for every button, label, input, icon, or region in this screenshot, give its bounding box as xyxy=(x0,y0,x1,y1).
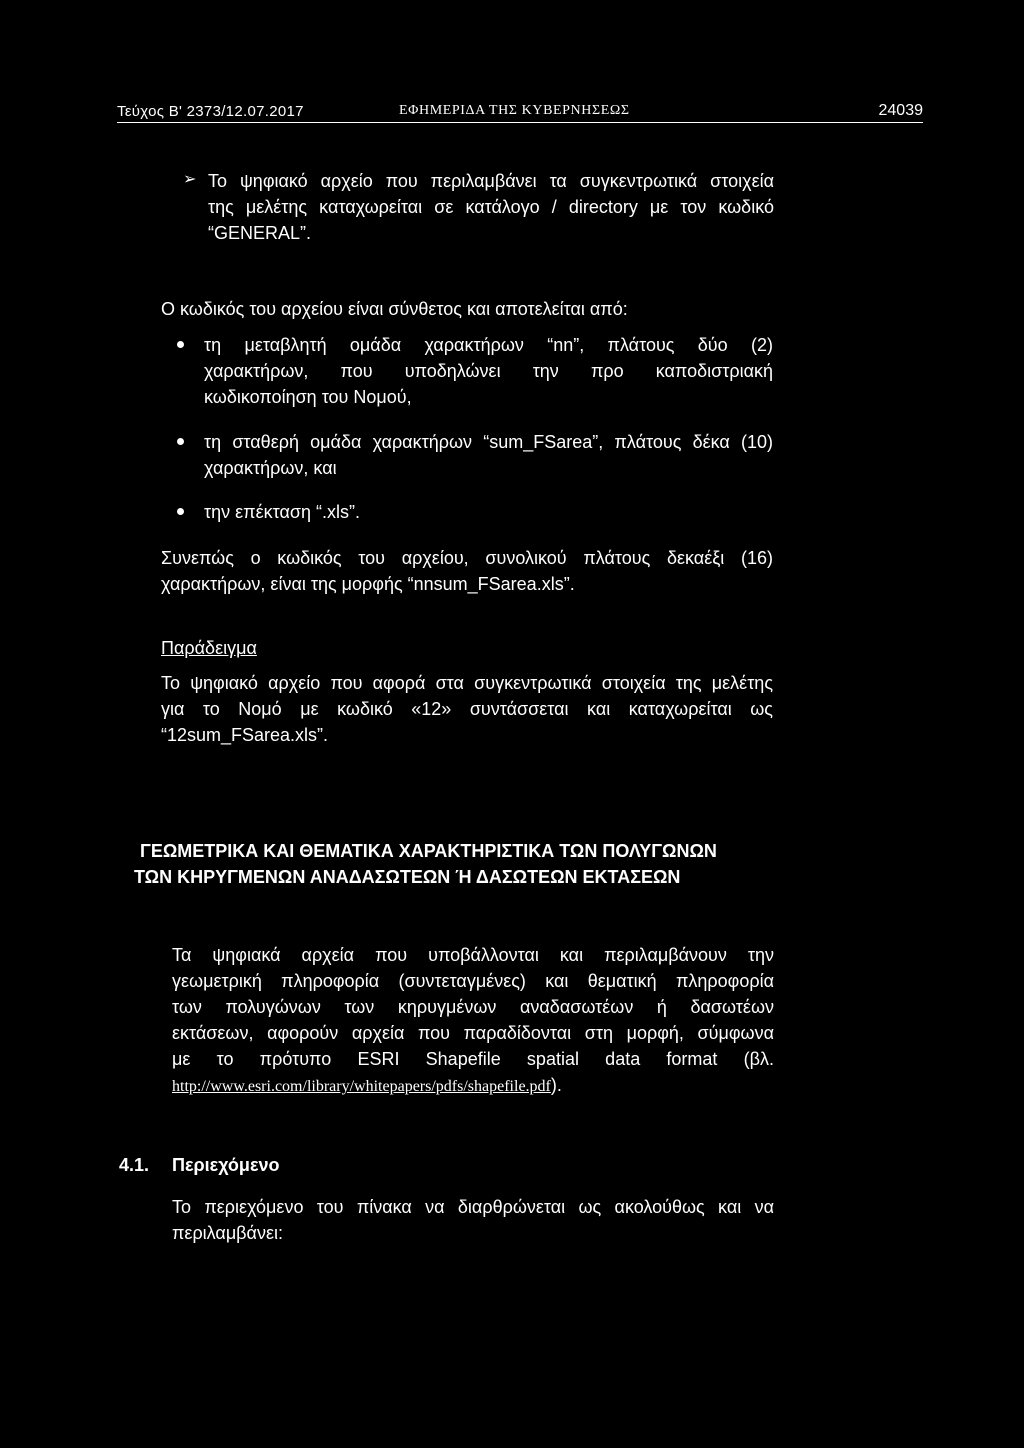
text-line: Τα ψηφιακά αρχεία που υποβάλλονται και περιλαμβάνουν την xyxy=(172,945,774,965)
text-line: χαρακτήρων, είναι της μορφής “nnsum_FSarea.xls”. xyxy=(161,574,575,594)
text-line: γεωμετρική πληροφορία (συντεταγμένες) και θεματική πληροφορία xyxy=(172,971,774,991)
heading-line: ΓΕΩΜΕΤΡΙΚΑ ΚΑΙ ΘΕΜΑΤΙΚΑ ΧΑΡΑΚΤΗΡΙΣΤΙΚΑ ΤΩΝ ΠΟΛΥΓΩΝΩΝ xyxy=(140,841,717,861)
page-number: 24039 xyxy=(878,102,923,119)
shapefile-paragraph xyxy=(172,942,774,1100)
arrow-item-text xyxy=(208,168,774,246)
heading-line: ΤΩΝ ΚΗΡΥΓΜΕΝΩΝ ΑΝΑΔΑΣΩΤΕΩΝ Ή ΔΑΣΩΤΕΩΝ ΕΚΤΑΣΕΩΝ xyxy=(134,867,681,887)
text-line: των πολυγώνων των κηρυγμένων αναδασωτέων ή δασωτέων xyxy=(172,997,774,1017)
subsection-title: Περιεχόμενο xyxy=(172,1155,280,1175)
text-line: με το πρότυπο ESRI Shapefile spatial data format (βλ. xyxy=(172,1049,774,1069)
shapefile-link[interactable]: http://www.esri.com/library/whitepapers/pdfs/shapefile.pdf xyxy=(172,1078,551,1095)
text-line: χαρακτήρων, που υποδηλώνει την προ καποδιστριακή xyxy=(204,361,773,381)
link-tail: ). xyxy=(550,1075,562,1095)
arrow-bullet-icon: ➢ xyxy=(183,171,197,188)
text-line: τη σταθερή ομάδα χαρακτήρων “sum_FSarea”, πλάτους δέκα (10) xyxy=(204,432,773,452)
issue-reference: Τεύχος Β' 2373/12.07.2017 xyxy=(117,103,304,120)
text-line: Το περιεχόμενο του πίνακα να διαρθρώνεται ως ακολούθως και να xyxy=(172,1197,774,1217)
example-title: Παράδειγμα xyxy=(161,638,257,658)
text-line: τη μεταβλητή ομάδα χαρακτήρων “nn”, πλάτους δύο (2) xyxy=(204,335,773,355)
text-line: Συνεπώς ο κωδικός του αρχείου, συνολικού πλάτους δεκαέξι (16) xyxy=(161,548,773,568)
text-line: κωδικοποίηση του Νομού, xyxy=(204,387,412,407)
bullet-icon xyxy=(177,341,184,348)
text-line: εκτάσεων, αφορούν αρχεία που παραδίδονται στη μορφή, σύμφωνα xyxy=(172,1023,774,1043)
header-divider xyxy=(117,122,923,123)
code-intro: Ο κωδικός του αρχείου είναι σύνθετος και αποτελείται από: xyxy=(161,299,628,319)
text-line: περιλαμβάνει: xyxy=(172,1223,283,1243)
bullet-item xyxy=(204,429,773,481)
bullet-item xyxy=(204,499,360,525)
text-line xyxy=(172,1072,774,1100)
example-paragraph xyxy=(161,670,773,748)
content-paragraph xyxy=(172,1194,774,1246)
text-line: “GENERAL”. xyxy=(208,223,312,243)
bullet-item xyxy=(204,332,773,410)
bullet-icon xyxy=(177,438,184,445)
section-heading xyxy=(134,838,774,890)
text-line: Το ψηφιακό αρχείο που αφορά στα συγκεντρωτικά στοιχεία της μελέτης xyxy=(161,673,773,693)
text-line: για το Νομό με κωδικό «12» συντάσσεται και καταχωρείται ως xyxy=(161,699,773,719)
summary-paragraph xyxy=(161,545,773,597)
bullet-icon xyxy=(177,508,184,515)
text-line: της μελέτης καταχωρείται σε κατάλογο / directory με τον κωδικό xyxy=(208,197,774,217)
text-line: χαρακτήρων, και xyxy=(204,458,337,478)
text-line: Το ψηφιακό αρχείο που περιλαμβάνει τα συγκεντρωτικά στοιχεία xyxy=(208,171,774,191)
text-line: την επέκταση “.xls”. xyxy=(204,502,360,522)
gazette-title: ΕΦΗΜΕΡΙΔΑ ΤΗΣ ΚΥΒΕΡΝΗΣΕΩΣ xyxy=(399,103,630,118)
text-line: “12sum_FSarea.xls”. xyxy=(161,725,329,745)
subsection-number: 4.1. xyxy=(119,1155,150,1175)
